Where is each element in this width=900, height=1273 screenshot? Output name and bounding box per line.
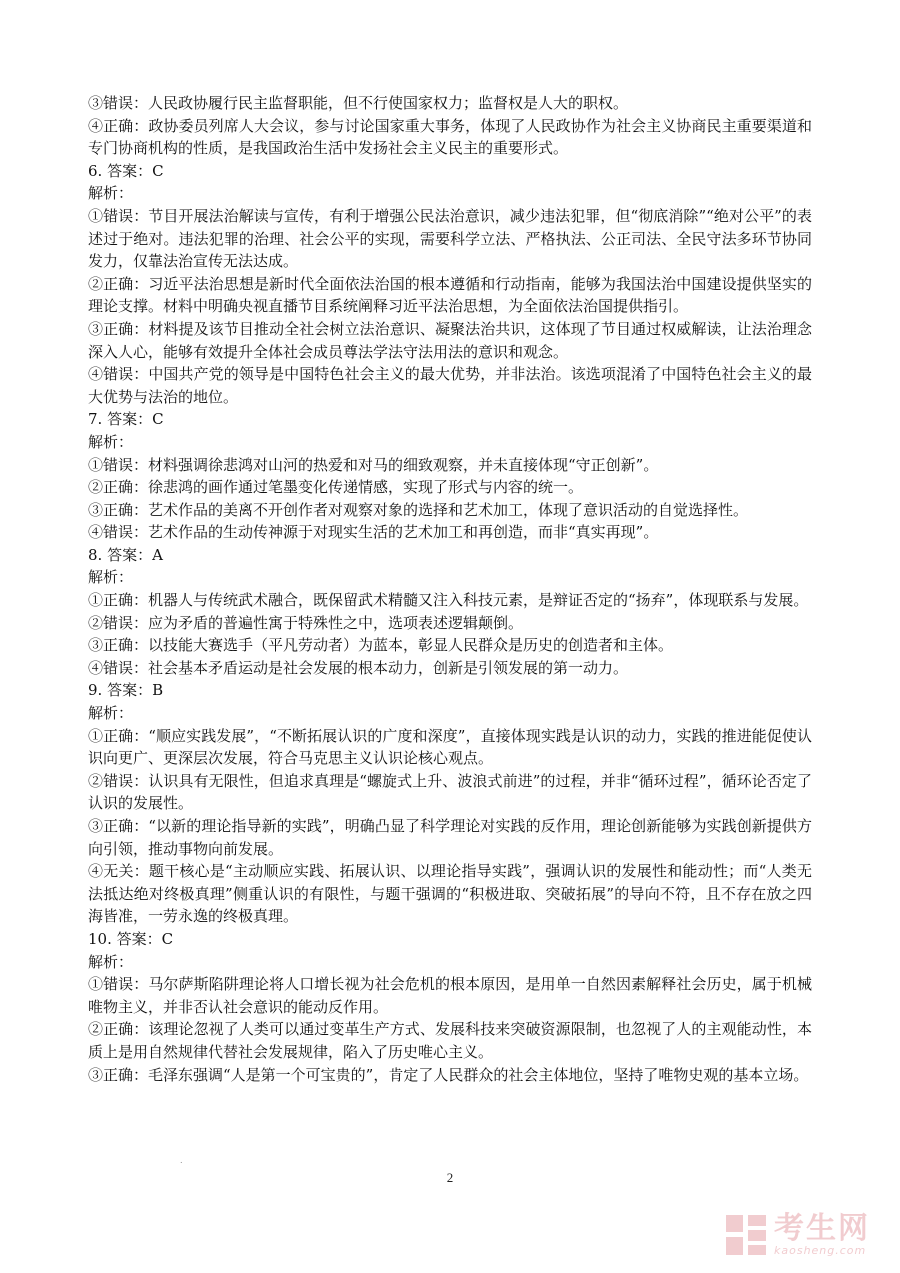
text-line: ③错误：人民政协履行民主监督职能，但不行使国家权力；监督权是人大的职权。 xyxy=(88,94,629,112)
text-line: ④错误：艺术作品的生动传神源于对现实生活的艺术加工和再创造，而非“真实再现”。 xyxy=(88,523,659,542)
text-line: ③正确：毛泽东强调“人是第一个可宝贵的”，肯定了人民群众的社会主体地位，坚持了唯物史观的基本立场。 xyxy=(88,1065,809,1084)
answer-heading: 9. 答案：B xyxy=(88,681,164,700)
text-line: ①正确：机器人与传统武术融合，既保留武术精髓又注入科技元素，是辩证否定的“扬弃”，体现联系与发展。 xyxy=(88,591,809,610)
text-line: ③正确：艺术作品的美离不开创作者对观察对象的选择和艺术加工，体现了意识活动的自觉选择性。 xyxy=(88,500,749,519)
kaosheng-logo-icon xyxy=(724,1213,768,1257)
document-body xyxy=(88,92,812,1086)
analysis-label: 解析： xyxy=(88,568,134,587)
page-number: 2 xyxy=(446,1170,454,1185)
answer-heading: 6. 答案：C xyxy=(88,161,164,180)
text-line: ②错误：认识具有无限性，但追求真理是“螺旋式上升、波浪式前进”的过程，并非“循环过程”，循环论否定了认识的发展性。 xyxy=(88,771,812,813)
answer-heading: 8. 答案：A xyxy=(88,545,163,564)
text-line: ①错误：马尔萨斯陷阱理论将人口增长视为社会危机的根本原因，是用单一自然因素解释社会历史，属于机械唯物主义，并非否认社会意识的能动反作用。 xyxy=(88,975,812,1016)
text-line: ③正确：材料提及该节目推动全社会树立法治意识、凝聚法治共识，这体现了节目通过权威解读，让法治理念深入人心，能够有效提升全体社会成员尊法学法守法用法的意识和观念。 xyxy=(88,319,812,361)
watermark-url: kaosheng.com xyxy=(774,1244,867,1257)
text-line: ③正确：以技能大赛选手（平凡劳动者）为蓝本，彰显人民群众是历史的创造者和主体。 xyxy=(88,636,674,655)
analysis-label: 解析： xyxy=(88,952,134,971)
answer-heading: 7. 答案：C xyxy=(88,410,164,429)
text-line: ④错误：社会基本矛盾运动是社会发展的根本动力，创新是引领发展的第一动力。 xyxy=(88,658,629,677)
text-line: ②正确：该理论忽视了人类可以通过变革生产方式、发展科技来突破资源限制，也忽视了人的主观能动性，本质上是用自然规律代替社会发展规律，陷入了历史唯心主义。 xyxy=(88,1020,812,1061)
text-line: ④错误：中国共产党的领导是中国特色社会主义的最大优势，并非法治。该选项混淆了中国特色社会主义的最大优势与法治的地位。 xyxy=(88,365,812,406)
text-line: ①正确：“顺应实践发展”，“不断拓展认识的广度和深度”，直接体现实践是认识的动力，实践的推进能促使认识向更广、更深层次发展，符合马克思主义认识论核心观点。 xyxy=(88,726,812,768)
text-line: ③正确：“以新的理论指导新的实践”，明确凸显了科学理论对实践的反作用，理论创新能够为实践创新提供方向引领，推动事物向前发展。 xyxy=(88,817,812,858)
text-line: ①错误：材料强调徐悲鸿对山河的热爱和对马的细致观察，并未直接体现“守正创新”。 xyxy=(88,455,659,474)
text-line: ②正确：徐悲鸿的画作通过笔墨变化传递情感，实现了形式与内容的统一。 xyxy=(88,478,584,497)
stray-mark: . xyxy=(180,1156,183,1165)
watermark xyxy=(724,1213,870,1257)
analysis-label: 解析： xyxy=(88,432,134,451)
text-line: ②正确：习近平法治思想是新时代全面依法治国的根本遵循和行动指南，能够为我国法治中国建设提供坚实的理论支撑。材料中明确央视直播节目系统阐释习近平法治思想，为全面依法治国提供指引。 xyxy=(88,274,812,316)
text-line: ④无关：题干核心是“主动顺应实践、拓展认识、以理论指导实践”，强调认识的发展性和能动性；而“人类无法抵达绝对终极真理”侧重认识的有限性，与题干强调的“积极进取、突破拓展”的导向不符，且不存在放之四海皆准，一劳永逸的终极真理。 xyxy=(88,862,812,926)
text-line: ②错误：应为矛盾的普遍性寓于特殊性之中，选项表述逻辑颠倒。 xyxy=(88,613,524,632)
analysis-label: 解析： xyxy=(88,184,134,203)
text-line: ④正确：政协委员列席人大会议，参与讨论国家重大事务，体现了人民政协作为社会主义协商民主重要渠道和专门协商机构的性质，是我国政治生活中发扬社会主义民主的重要形式。 xyxy=(88,116,812,158)
answer-heading: 10. 答案：C xyxy=(88,929,174,948)
analysis-label: 解析： xyxy=(88,704,134,723)
text-line: ①错误：节目开展法治解读与宣传，有利于增强公民法治意识，减少违法犯罪，但“彻底消除”“绝对公平”的表述过于绝对。违法犯罪的治理、社会公平的实现，需要科学立法、严格执法、公正司法、全民守法多环节协同发力，仅靠法治宣传无法达成。 xyxy=(88,206,812,271)
watermark-name: 考生网 xyxy=(774,1211,870,1246)
